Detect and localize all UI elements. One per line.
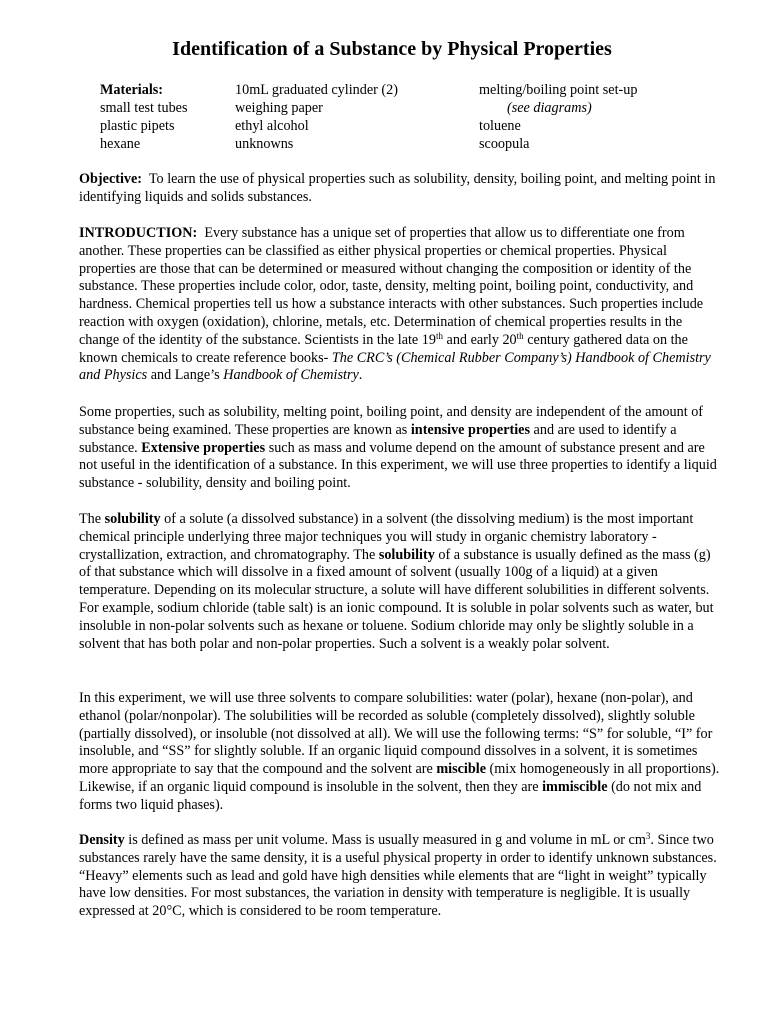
intro-text: Every substance has a unique set of properties that allow us to differentiate one from another. These properties can be classified as either physical properties or chemical properties. Physical properties are those that can be determined or measured without changing the composition or identity of the substance. These properties include color, odor, taste, density, melting point, boiling point, conductivity, and hardness. Chemical properties tell us how a substance interacts with other substances. Such properties include reaction with oxygen (oxidation), chlorine, metals, etc. Determination of chemical properties results in the change of the identity of the substance. Scientists in the late 19 [79, 225, 704, 348]
material-item: scoopula [479, 136, 530, 152]
reference-title: Handbook of Chemistry [223, 367, 359, 384]
reference-title: The CRC’s (Chemical Rubber Company’s) Handbook of Chemistry and Physics [79, 349, 711, 384]
paragraph-text: (mix homogeneously in all proportions). Likewise, if an organic liquid compound is insoluble in the solvent, then they are [79, 761, 720, 795]
intro-text: . [358, 367, 363, 384]
superscript: th [516, 330, 524, 341]
material-item: unknowns [235, 136, 294, 152]
term-solubility: solubility [104, 511, 161, 527]
material-item: weighing paper [235, 100, 323, 116]
materials-heading: Materials: [100, 82, 164, 98]
objective-label: Objective: [79, 171, 143, 187]
document-title: Identification of a Substance by Physical Properties [172, 38, 612, 60]
superscript: th [435, 330, 443, 341]
term-immiscible: immiscible [542, 778, 608, 795]
paragraph-text: Some properties, such as solubility, melting point, boiling point, and density are independent of the amount of substance being examined. These properties are known as [79, 404, 704, 438]
materials-list [100, 82, 720, 154]
material-item: plastic pipets [100, 118, 175, 134]
term-intensive: intensive properties [410, 421, 530, 438]
introduction-section [79, 225, 724, 385]
materials-row [100, 82, 720, 100]
paragraph-text: The [79, 511, 105, 527]
intro-text: and Lange’s [147, 367, 224, 384]
objective-text: To learn the use of physical properties such as solubility, density, boiling point, and melting point in identifying liquids and solids substances. [79, 171, 716, 205]
paragraph-text: . Since two substances rarely have the same density, it is a useful physical property in order to identify unknown substances. “Heavy” elements such as lead and gold have high densities while elements that are “light in weight” typically have low densities. For most substances, the variation in density with temperature is negligible. It is usually expressed at 20°C, which is considered to be room temperature. [79, 832, 717, 920]
term-extensive: Extensive properties [141, 439, 266, 456]
material-item: hexane [100, 136, 141, 152]
material-item: small test tubes [100, 100, 188, 116]
material-item: ethyl alcohol [235, 118, 309, 134]
term-density: Density [79, 832, 125, 848]
material-item: 10mL graduated cylinder (2) [235, 82, 398, 98]
objective-section [79, 171, 724, 207]
material-item: melting/boiling point set-up [479, 82, 638, 98]
material-item: toluene [479, 118, 521, 134]
superscript: 3 [645, 831, 651, 841]
properties-paragraph [79, 404, 724, 493]
paragraph-text: and are used to identify a substance. [79, 421, 677, 456]
paragraph-text: For example, sodium chloride (table salt) is an ionic compound. It is soluble in polar solvents such as water, but insoluble in non-polar solvents such as hexane or toluene. Sodium chloride may only be slightly soluble in a solvent that has both polar and non-polar properties. Such a solvent is a weakly polar solvent. [79, 599, 714, 652]
paragraph-text: (do not mix and forms two liquid phases). [79, 778, 702, 813]
paragraph-text: is defined as mass per unit volume. Mass is usually measured in g and volume in mL or cm [124, 832, 646, 848]
density-paragraph [79, 832, 724, 921]
paragraph-text: of a solute (a dissolved substance) in a solvent (the dissolving medium) is the most important chemical principle underlying three major techniques you will study in organic chemistry laboratory - crystallization, extraction, and chromatography. The [79, 511, 694, 563]
materials-row [100, 136, 720, 154]
materials-row [100, 100, 720, 118]
paragraph-text: such as mass and volume depend on the amount of substance present and are not useful in the identification of a substance. In this experiment, we will use three properties to identify a liquid substance - solubility, density and boiling point. [79, 439, 717, 492]
materials-row [100, 118, 720, 136]
introduction-label: INTRODUCTION: [79, 225, 198, 241]
material-note: (see diagrams) [507, 100, 592, 116]
solubility-paragraph [79, 511, 724, 653]
paragraph-text: In this experiment, we will use three solvents to compare solubilities: water (polar), hexane (non-polar), and ethanol (polar/nonpolar). The solubilities will be recorded as soluble (completely dissolved), slightly soluble (partially dissolved), or insoluble (not dissolved at all). We will use the following terms: “S” for soluble, “I” for insoluble, and “SS” for slightly soluble. If an organic liquid compound dissolves in a solvent, it is sometimes more appropriate to say that the compound and the solvent are [79, 690, 713, 778]
paragraph-text: of a substance is usually defined as the mass (g) of that substance which will dissolve in a fixed amount of solvent (usually 100g of a liquid) at a given temperature. Depending on its molecular structure, a solute will have different solubilities in different solvents. [79, 546, 711, 599]
solvents-paragraph [79, 690, 724, 815]
intro-text: century gathered data on the known chemicals to create reference books- [79, 331, 688, 366]
intro-text: and early 20 [442, 331, 517, 348]
term-miscible: miscible [436, 761, 486, 778]
term-solubility: solubility [378, 546, 435, 563]
